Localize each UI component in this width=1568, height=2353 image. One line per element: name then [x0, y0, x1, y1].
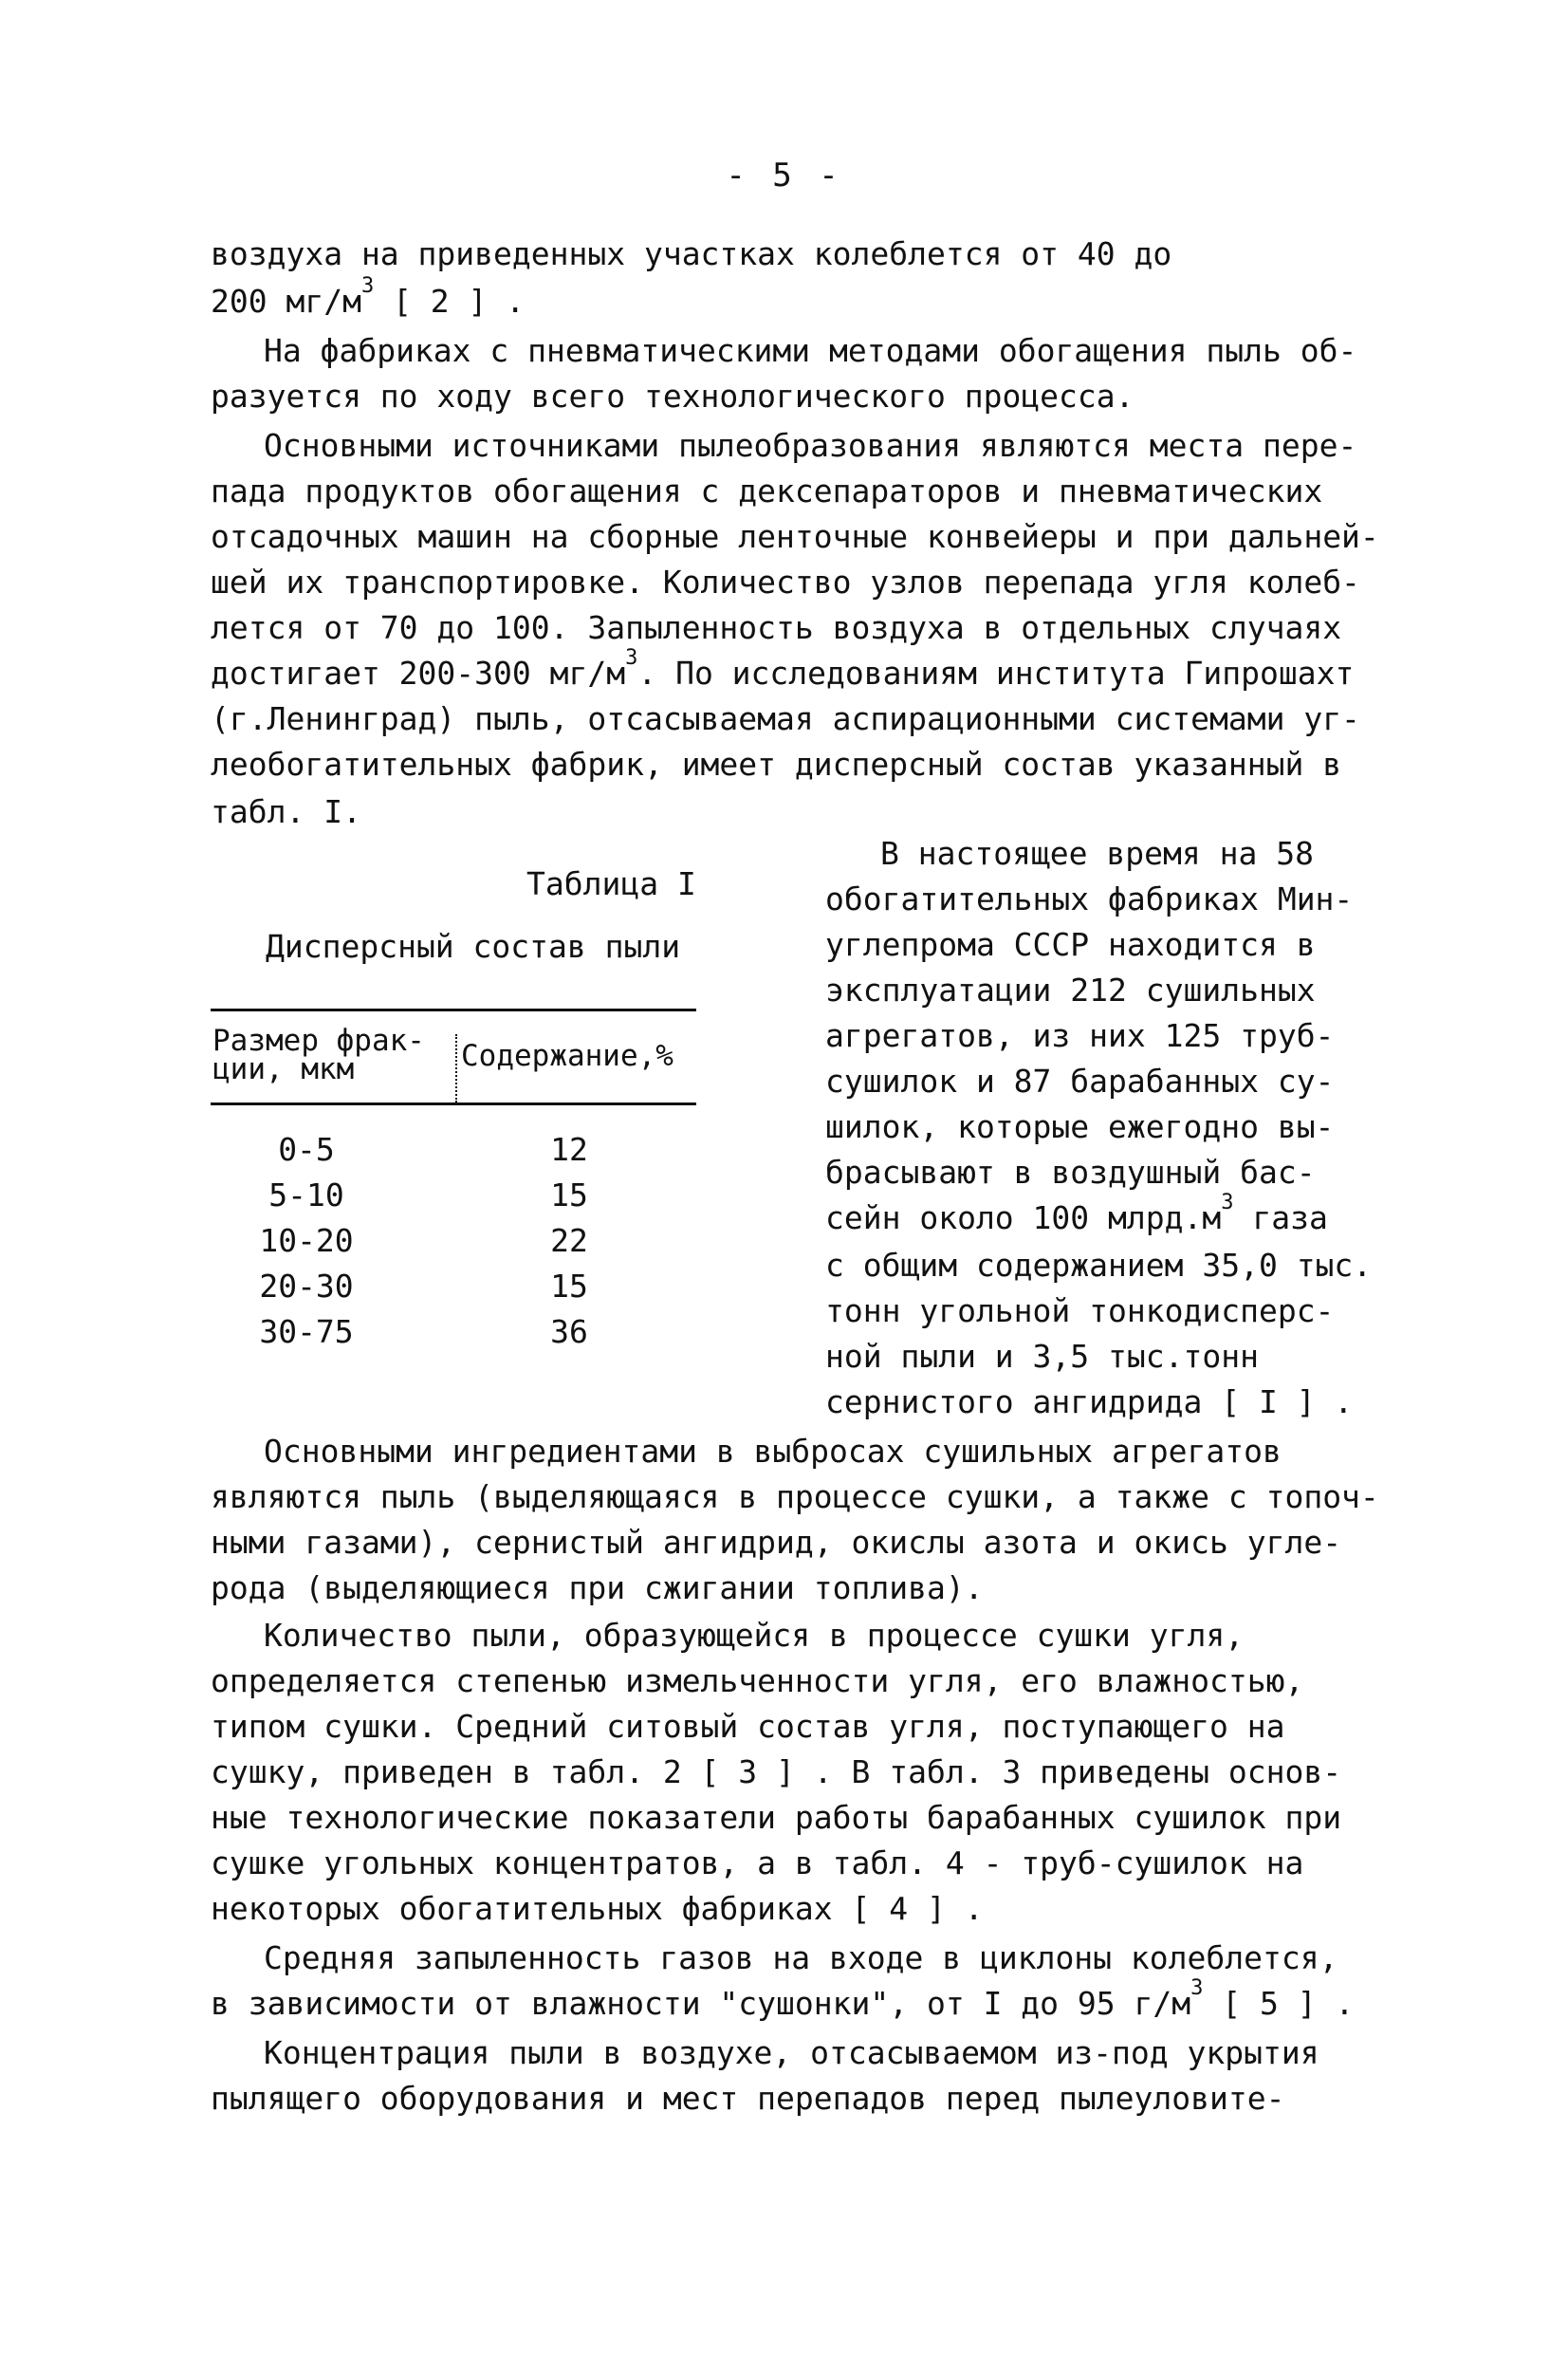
- table-caption: Дисперсный состав пыли: [266, 928, 681, 965]
- text-line: лется от 70 до 100. Запыленность воздуха в отдельных случаях: [211, 609, 1342, 646]
- text-line: достигает 200-300 $мг/м^3$. По исследованиям института Гипрошахт: [211, 646, 1355, 692]
- text-line: в зависимости от влажности "сушонки", от I до 95 $г/м^3$ [ 5 ] .: [211, 1976, 1355, 2022]
- right-column-line: шилок, которые ежегодно вы-: [825, 1108, 1335, 1145]
- table-cell-size: 30-75: [259, 1313, 354, 1350]
- right-column-line: сейн около 100 $млрд.м^3$ газа: [825, 1191, 1328, 1236]
- text-line: некоторых обогатительных фабриках [ 4 ] .: [211, 1890, 984, 1927]
- right-column-line: агрегатов, из них 125 труб-: [825, 1017, 1335, 1054]
- right-column-line: сернистого ангидрида [ I ] .: [825, 1383, 1354, 1420]
- text-line: На фабриках с пневматическими методами обогащения пыль об-: [264, 332, 1357, 369]
- text-line: (г.Ленинград) пыль, отсасываемая аспирационными системами уг-: [211, 700, 1360, 737]
- text-line: Средняя запыленность газов на входе в циклоны колеблется,: [264, 1939, 1338, 1976]
- table-title: Таблица I: [526, 865, 696, 902]
- table-cell-content: 36: [550, 1313, 588, 1350]
- text-line: Концентрация пыли в воздухе, отсасываемом из-под укрытия: [264, 2034, 1319, 2071]
- table-header-separator: [455, 1034, 457, 1102]
- text-line: сушке угольных концентратов, а в табл. 4 - труб-сушилок на: [211, 1844, 1304, 1881]
- table-header-size-line1: Размер фрак-: [212, 1024, 425, 1058]
- text-line: ные технологические показатели работы барабанных сушилок при: [211, 1799, 1342, 1836]
- text-line: воздуха на приведенных участках колеблется от 40 до: [211, 235, 1172, 272]
- table-top-rule: [211, 1009, 696, 1011]
- table-cell-content: 15: [550, 1176, 588, 1214]
- right-column-line: углепрома СССР находится в: [825, 926, 1316, 963]
- text-line: пылящего оборудования и мест перепадов перед пылеуловите-: [211, 2080, 1285, 2117]
- table-cell-size: 5-10: [268, 1176, 344, 1214]
- text-line: определяется степенью измельченности угля, его влажностью,: [211, 1662, 1304, 1699]
- text-line: сушку, приведен в табл. 2 [ 3 ] . В табл. 3 приведены основ-: [211, 1753, 1342, 1790]
- right-column-line: тонн угольной тонкодисперс-: [825, 1292, 1335, 1329]
- text-line: являются пыль (выделяющаяся в процессе сушки, а также с топоч-: [211, 1478, 1379, 1515]
- text-line: ными газами), сернистый ангидрид, окислы азота и окись угле-: [211, 1524, 1342, 1561]
- text-line: типом сушки. Средний ситовый состав угля, поступающего на: [211, 1708, 1285, 1745]
- table-cell-content: 22: [550, 1222, 588, 1259]
- table-header-size-line2: ции, мкм: [212, 1052, 355, 1086]
- table-cell-size: 20-30: [259, 1268, 354, 1305]
- text-line: Основными ингредиентами в выбросах сушильных агрегатов: [264, 1433, 1282, 1470]
- text-line: 200 $мг/м^3$ [ 2 ] .: [211, 274, 526, 320]
- right-column-line: с общим содержанием 35,0 тыс.: [825, 1247, 1373, 1284]
- right-column-line: В настоящее время на 58: [880, 835, 1314, 872]
- right-column-line: ной пыли и 3,5 тыс.тонн: [825, 1338, 1259, 1375]
- text-line: леобогатительных фабрик, имеет дисперсный состав указанный в: [211, 746, 1342, 783]
- table-cell-size: 10-20: [259, 1222, 354, 1259]
- table-cell-content: 15: [550, 1268, 588, 1305]
- text-line: Количество пыли, образующейся в процессе сушки угля,: [264, 1617, 1245, 1654]
- text-line: шей их транспортировке. Количество узлов перепада угля колеб-: [211, 564, 1360, 601]
- text-line: пада продуктов обогащения с дексепараторов и пневматических: [211, 472, 1323, 510]
- right-column-line: сушилок и 87 барабанных су-: [825, 1063, 1335, 1100]
- text-line: табл. I.: [211, 793, 361, 830]
- right-column-line: эксплуатации 212 сушильных: [825, 972, 1316, 1009]
- right-column-line: брасывают в воздушный бас-: [825, 1154, 1316, 1191]
- text-line: рода (выделяющиеся при сжигании топлива).: [211, 1569, 984, 1606]
- text-line: отсадочных машин на сборные ленточные конвейеры и при дальней-: [211, 518, 1379, 555]
- right-column-line: обогатительных фабриках Мин-: [825, 880, 1354, 917]
- text-line: разуется по ходу всего технологического процесса.: [211, 378, 1134, 415]
- table-cell-size: 0-5: [278, 1131, 335, 1168]
- table-header-rule: [211, 1102, 696, 1105]
- table-cell-content: 12: [550, 1131, 588, 1168]
- page-number: - 5 -: [726, 157, 842, 195]
- table-header-content: Содержание,%: [461, 1039, 673, 1073]
- text-line: Основными источниками пылеобразования являются места пере-: [264, 427, 1357, 464]
